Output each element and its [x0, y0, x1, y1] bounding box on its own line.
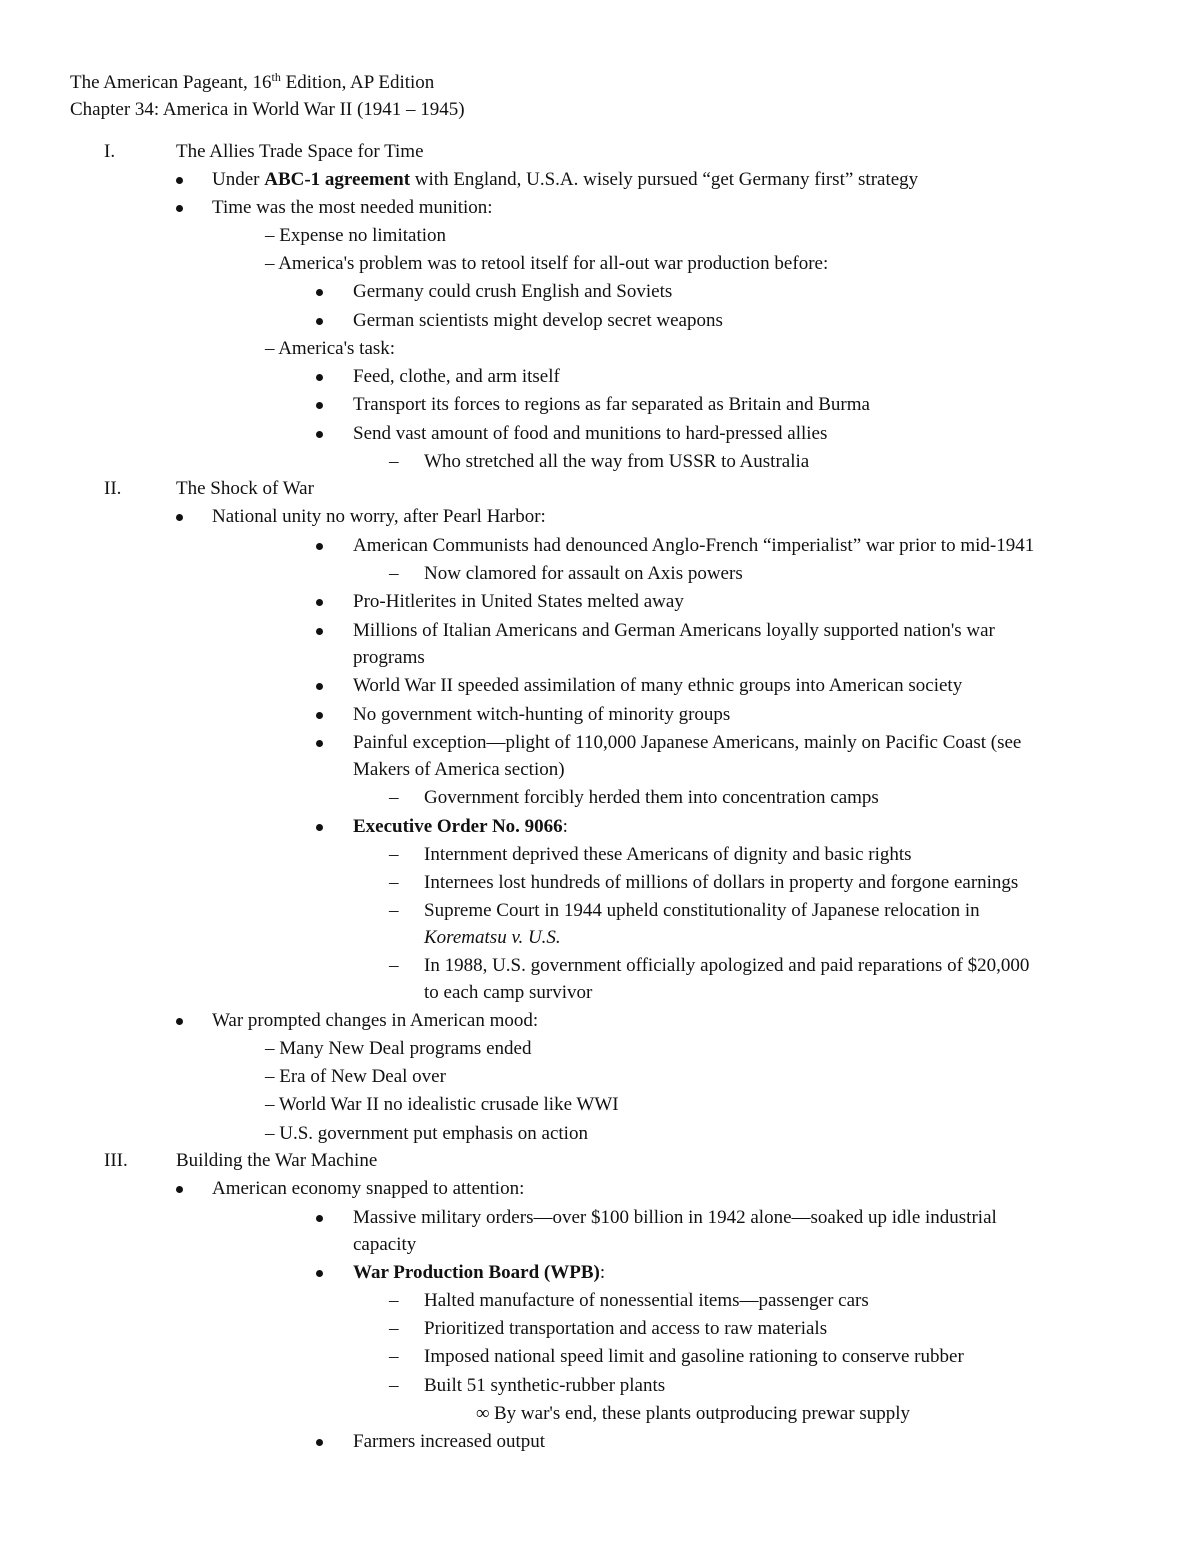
bullet-icon: [176, 514, 183, 521]
outline-item: – Many New Deal programs ended: [265, 1038, 532, 1059]
dash-marker: –: [389, 872, 399, 893]
outline-item: Now clamored for assault on Axis powers: [424, 563, 743, 584]
bullet-icon: [316, 1439, 323, 1446]
outline-item: American Communists had denounced Anglo-French “imperialist” war prior to mid-1941: [353, 535, 1035, 556]
dash-marker: –: [389, 844, 399, 865]
outline-item: Executive Order No. 9066:: [353, 816, 568, 837]
outline-item: Transport its forces to regions as far separated as Britain and Burma: [353, 394, 870, 415]
outline-item: National unity no worry, after Pearl Harbor:: [212, 506, 546, 527]
chapter-title: Chapter 34: America in World War II (1941 – 1945): [70, 99, 465, 120]
outline-item: Massive military orders—over $100 billion in 1942 alone—soaked up idle industrial: [353, 1207, 997, 1228]
bullet-icon: [316, 1270, 323, 1277]
outline-item: Internees lost hundreds of millions of dollars in property and forgone earnings: [424, 872, 1019, 893]
outline-item: – America's problem was to retool itself for all-out war production before:: [265, 253, 829, 274]
section-numeral: III.: [104, 1150, 128, 1171]
bullet-icon: [316, 543, 323, 550]
bullet-icon: [316, 599, 323, 606]
outline-item: In 1988, U.S. government officially apologized and paid reparations of $20,000: [424, 955, 1030, 976]
outline-item: War prompted changes in American mood:: [212, 1010, 539, 1031]
bullet-icon: [316, 374, 323, 381]
section-heading: The Shock of War: [176, 478, 314, 499]
outline-item: By war's end, these plants outproducing prewar supply: [494, 1403, 911, 1424]
key-term: War Production Board (WPB): [353, 1262, 600, 1283]
outline-item: Supreme Court in 1944 upheld constitutionality of Japanese relocation in: [424, 900, 980, 921]
bullet-icon: [316, 1215, 323, 1222]
outline-item: – World War II no idealistic crusade like WWI: [265, 1094, 619, 1115]
outline-item: programs: [353, 647, 425, 668]
dash-marker: –: [389, 1375, 399, 1396]
outline-item: Time was the most needed munition:: [212, 197, 493, 218]
section-numeral: II.: [104, 478, 122, 499]
section-heading: Building the War Machine: [176, 1150, 378, 1171]
bullet-icon: [176, 1018, 183, 1025]
bullet-icon: [316, 318, 323, 325]
key-term: ABC-1 agreement: [264, 169, 411, 190]
outline-item: Millions of Italian Americans and German Americans loyally supported nation's war: [353, 620, 995, 641]
outline-item: – Expense no limitation: [265, 225, 447, 246]
dash-marker: –: [389, 955, 399, 976]
dash-marker: –: [389, 787, 399, 808]
case-name: Korematsu v. U.S.: [424, 927, 561, 948]
outline-item: – America's task:: [265, 338, 396, 359]
bullet-icon: [316, 431, 323, 438]
outline-item: Built 51 synthetic-rubber plants: [424, 1375, 666, 1396]
key-term: Executive Order No. 9066: [353, 816, 563, 837]
outline-item: Pro-Hitlerites in United States melted away: [353, 591, 684, 612]
outline-item: Who stretched all the way from USSR to Australia: [424, 451, 810, 472]
outline-item: Under ABC-1 agreement with England, U.S.A. wisely pursued “get Germany first” strategy: [212, 169, 919, 190]
dash-marker: –: [389, 900, 399, 921]
outline-item: No government witch-hunting of minority groups: [353, 704, 731, 725]
outline-item: Prioritized transportation and access to raw materials: [424, 1318, 828, 1339]
outline-item: – U.S. government put emphasis on action: [265, 1123, 588, 1144]
section-heading: The Allies Trade Space for Time: [176, 141, 424, 162]
section-numeral: I.: [104, 141, 116, 162]
outline-item: – Era of New Deal over: [265, 1066, 446, 1087]
dash-marker: –: [389, 451, 399, 472]
outline-item: capacity: [353, 1234, 417, 1255]
outline-item: Government forcibly herded them into concentration camps: [424, 787, 879, 808]
outline-item: World War II speeded assimilation of many ethnic groups into American society: [353, 675, 963, 696]
bullet-icon: [316, 628, 323, 635]
bullet-icon: [316, 402, 323, 409]
book-title-edition: Edition, AP Edition: [280, 72, 435, 93]
outline-item: Painful exception—plight of 110,000 Japanese Americans, mainly on Pacific Coast (see: [353, 732, 1022, 753]
book-title: [70, 72, 434, 94]
bullet-icon: [316, 289, 323, 296]
outline-item: German scientists might develop secret weapons: [353, 310, 723, 331]
dash-marker: –: [389, 1346, 399, 1367]
outline-item: Internment deprived these Americans of dignity and basic rights: [424, 844, 912, 865]
outline-item: Halted manufacture of nonessential items—passenger cars: [424, 1290, 869, 1311]
infinity-marker: ∞: [476, 1403, 490, 1424]
dash-marker: –: [389, 1290, 399, 1311]
outline-item: Germany could crush English and Soviets: [353, 281, 673, 302]
bullet-icon: [316, 824, 323, 831]
dash-marker: –: [389, 1318, 399, 1339]
outline-item: [424, 927, 561, 949]
dash-marker: –: [389, 563, 399, 584]
bullet-icon: [176, 177, 183, 184]
outline-item: to each camp survivor: [424, 982, 593, 1003]
outline-item: Send vast amount of food and munitions to hard-pressed allies: [353, 423, 828, 444]
outline-item: Feed, clothe, and arm itself: [353, 366, 560, 387]
outline-item: War Production Board (WPB):: [353, 1262, 606, 1283]
outline-item: Makers of America section): [353, 759, 565, 780]
outline-item: Imposed national speed limit and gasoline rationing to conserve rubber: [424, 1346, 964, 1367]
bullet-icon: [316, 683, 323, 690]
bullet-icon: [176, 205, 183, 212]
book-title-main: The American Pageant, 16: [70, 72, 272, 93]
book-title-superscript: th: [271, 70, 281, 84]
bullet-icon: [316, 740, 323, 747]
bullet-icon: [316, 712, 323, 719]
outline-item: American economy snapped to attention:: [212, 1178, 525, 1199]
outline-item: Farmers increased output: [353, 1431, 546, 1452]
bullet-icon: [176, 1186, 183, 1193]
